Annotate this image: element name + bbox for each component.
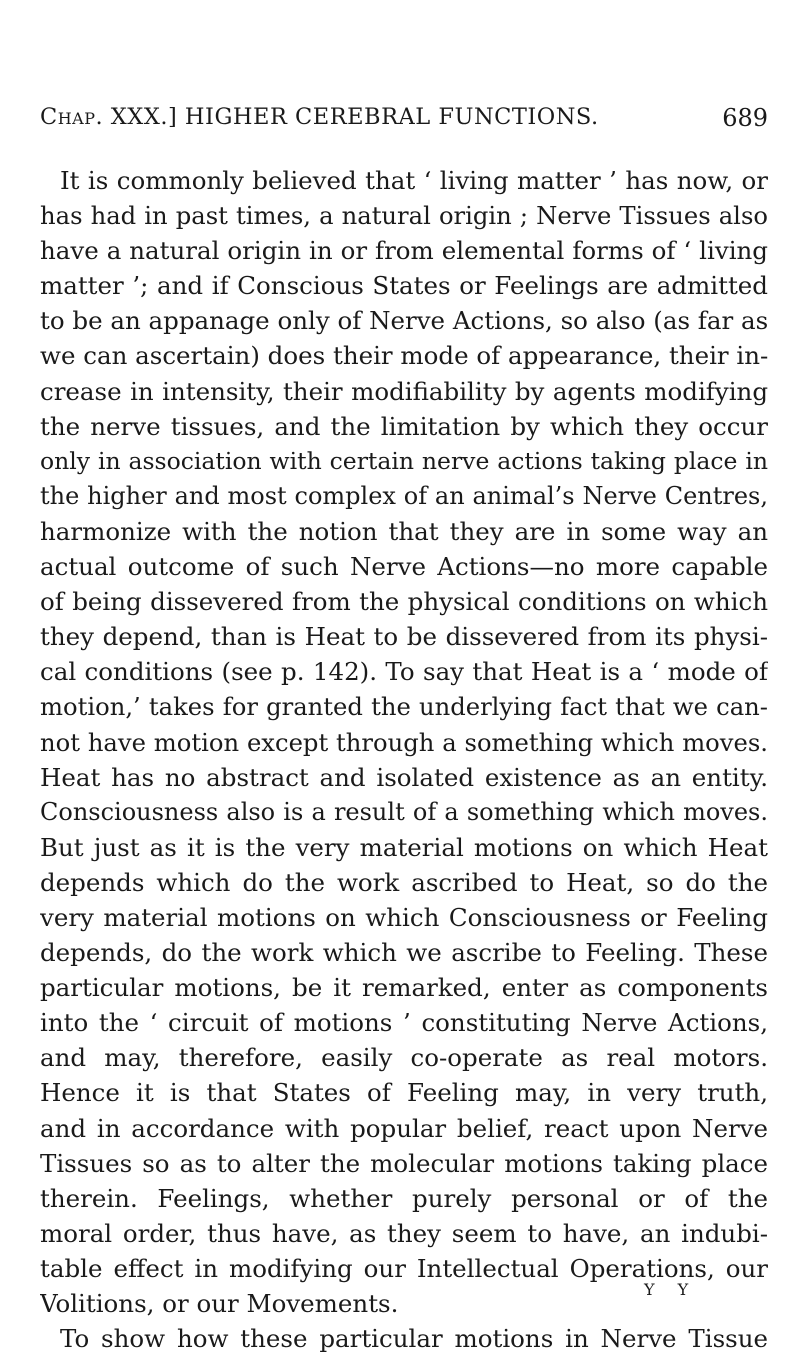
text-line: therein. Feelings, whether purely personal or of the	[40, 1183, 768, 1213]
running-head: Chap. XXX.] HIGHER CEREBRAL FUNCTIONS.	[40, 104, 599, 130]
text-line: table effect in modifying our Intellectual Operations, our	[40, 1253, 768, 1283]
text-line: into the ‘ circuit of motions ’ constituting Nerve Actions,	[40, 1008, 768, 1038]
text-line: they depend, than is Heat to be dissevered from its physi-	[40, 622, 768, 652]
text-line: and may, therefore, easily co-operate as real motors.	[40, 1043, 768, 1073]
text-line: Heat has no abstract and isolated existence as an entity.	[40, 762, 768, 792]
text-line: Hence it is that States of Feeling may, in very truth,	[40, 1078, 768, 1108]
text-line: Volitions, or our Movements.	[40, 1289, 399, 1318]
text-line: we can ascertain) does their mode of appearance, their in-	[40, 341, 768, 371]
text-line: Tissues so as to alter the molecular motions taking place	[40, 1148, 768, 1178]
body-text	[40, 163, 768, 1356]
text-line: moral order, thus have, as they seem to have, an indubi-	[40, 1218, 768, 1248]
text-line: matter ’; and if Conscious States or Feelings are admitted	[40, 271, 768, 301]
text-line: have a natural origin in or from elemental forms of ‘ living	[40, 236, 768, 266]
text-line: particular motions, be it remarked, enter as components	[40, 973, 768, 1003]
text-line: actual outcome of such Nerve Actions—no more capable	[40, 552, 768, 582]
text-line: cal conditions (see p. 142). To say that Heat is a ‘ mode of	[40, 657, 768, 687]
page-header	[40, 104, 768, 140]
text-line: the higher and most complex of an animal’s Nerve Centres,	[40, 481, 768, 510]
text-line: depends, do the work which we ascribe to Feeling. These	[40, 938, 768, 968]
text-line: very material motions on which Consciousness or Feeling	[40, 902, 768, 932]
text-line: motion,’ takes for granted the underlying fact that we can-	[40, 692, 768, 722]
text-line: depends which do the work ascribed to Heat, so do the	[40, 867, 768, 897]
text-line: has had in past times, a natural origin ; Nerve Tissues also	[40, 201, 768, 231]
text-line: But just as it is the very material motions on which Heat	[40, 832, 768, 862]
text-line: only in association with certain nerve actions taking place in	[40, 446, 768, 475]
signature-mark: Y Y	[644, 1280, 698, 1299]
text-line: To show how these particular motions in Nerve Tissue	[60, 1324, 768, 1354]
text-line: It is commonly believed that ‘ living matter ’ has now, or	[60, 166, 768, 195]
text-line: of being dissevered from the physical conditions on which	[40, 587, 768, 617]
text-line: harmonize with the notion that they are in some way an	[40, 516, 768, 546]
text-line: the nerve tissues, and the limitation by which they occur	[40, 411, 768, 441]
text-line: Consciousness also is a result of a something which moves.	[40, 797, 768, 826]
text-line: not have motion except through a something which moves.	[40, 727, 768, 757]
text-line: to be an appanage only of Nerve Actions, so also (as far as	[40, 306, 768, 336]
text-line: and in accordance with popular belief, react upon Nerve	[40, 1113, 768, 1143]
text-line: crease in intensity, their modifiability by agents modifying	[40, 376, 768, 406]
page-number: 689	[722, 104, 768, 132]
